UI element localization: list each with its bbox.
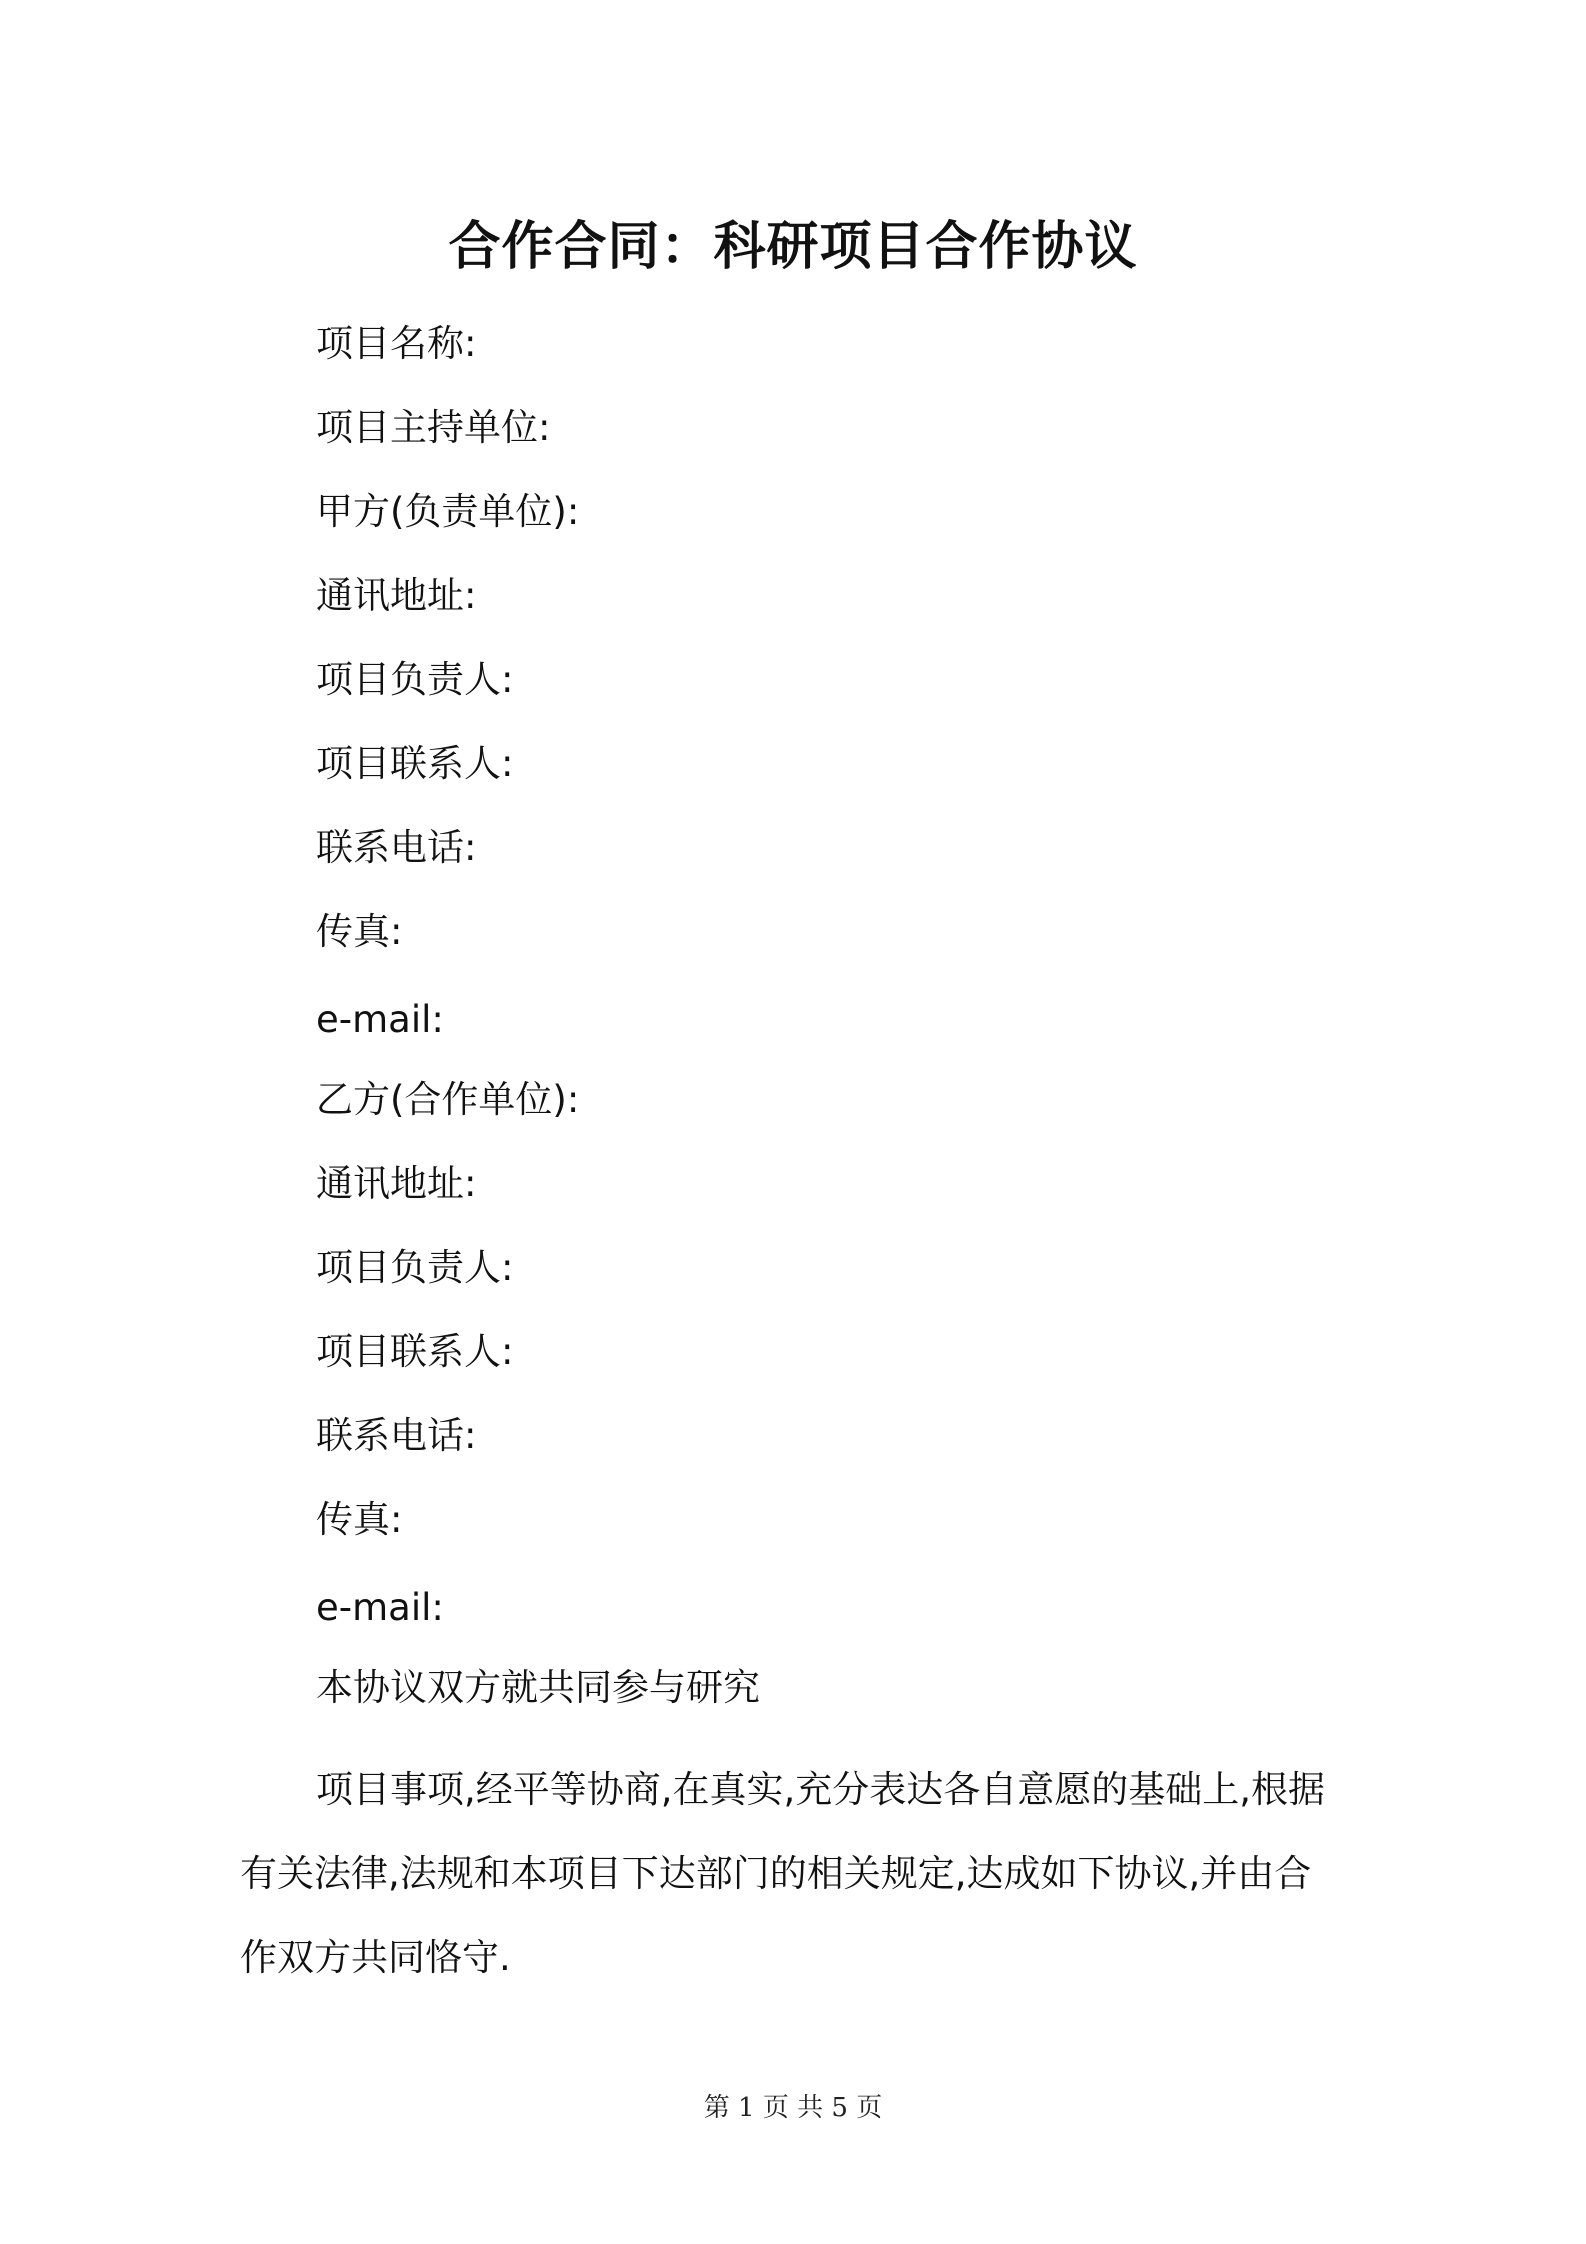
field-email-a: e-mail: [316,998,444,1041]
page-footer: 第 1 页 共 5 页 [703,2093,883,2123]
field-party-a: 甲方(负责单位): [316,490,580,533]
field-phone-b: 联系电话: [316,1414,477,1457]
field-leader-a: 项目负责人: [316,658,514,701]
field-email-b: e-mail: [316,1586,444,1629]
field-phone-a: 联系电话: [316,826,477,869]
field-address-a: 通讯地址: [316,574,477,617]
document-title: 合作合同：科研项目合作协议 [448,217,1138,277]
field-contact-b: 项目联系人: [316,1330,514,1373]
paragraph-line: 有关法律,法规和本项目下达部门的相关规定,达成如下协议,并由合 [240,1852,1312,1895]
field-leader-b: 项目负责人: [316,1246,514,1289]
agreement-paragraph [240,1748,1360,2000]
intro-line: 本协议双方就共同参与研究 [316,1666,760,1709]
field-contact-a: 项目联系人: [316,742,514,785]
field-fax-b: 传真: [316,1498,403,1541]
field-project-name: 项目名称: [316,322,477,365]
field-host-unit: 项目主持单位: [316,406,551,449]
paragraph-line: 作双方共同恪守. [240,1936,511,1979]
field-party-b: 乙方(合作单位): [316,1078,580,1121]
field-address-b: 通讯地址: [316,1162,477,1205]
paragraph-line: 项目事项,经平等协商,在真实,充分表达各自意愿的基础上,根据 [316,1768,1326,1811]
field-fax-a: 传真: [316,910,403,953]
